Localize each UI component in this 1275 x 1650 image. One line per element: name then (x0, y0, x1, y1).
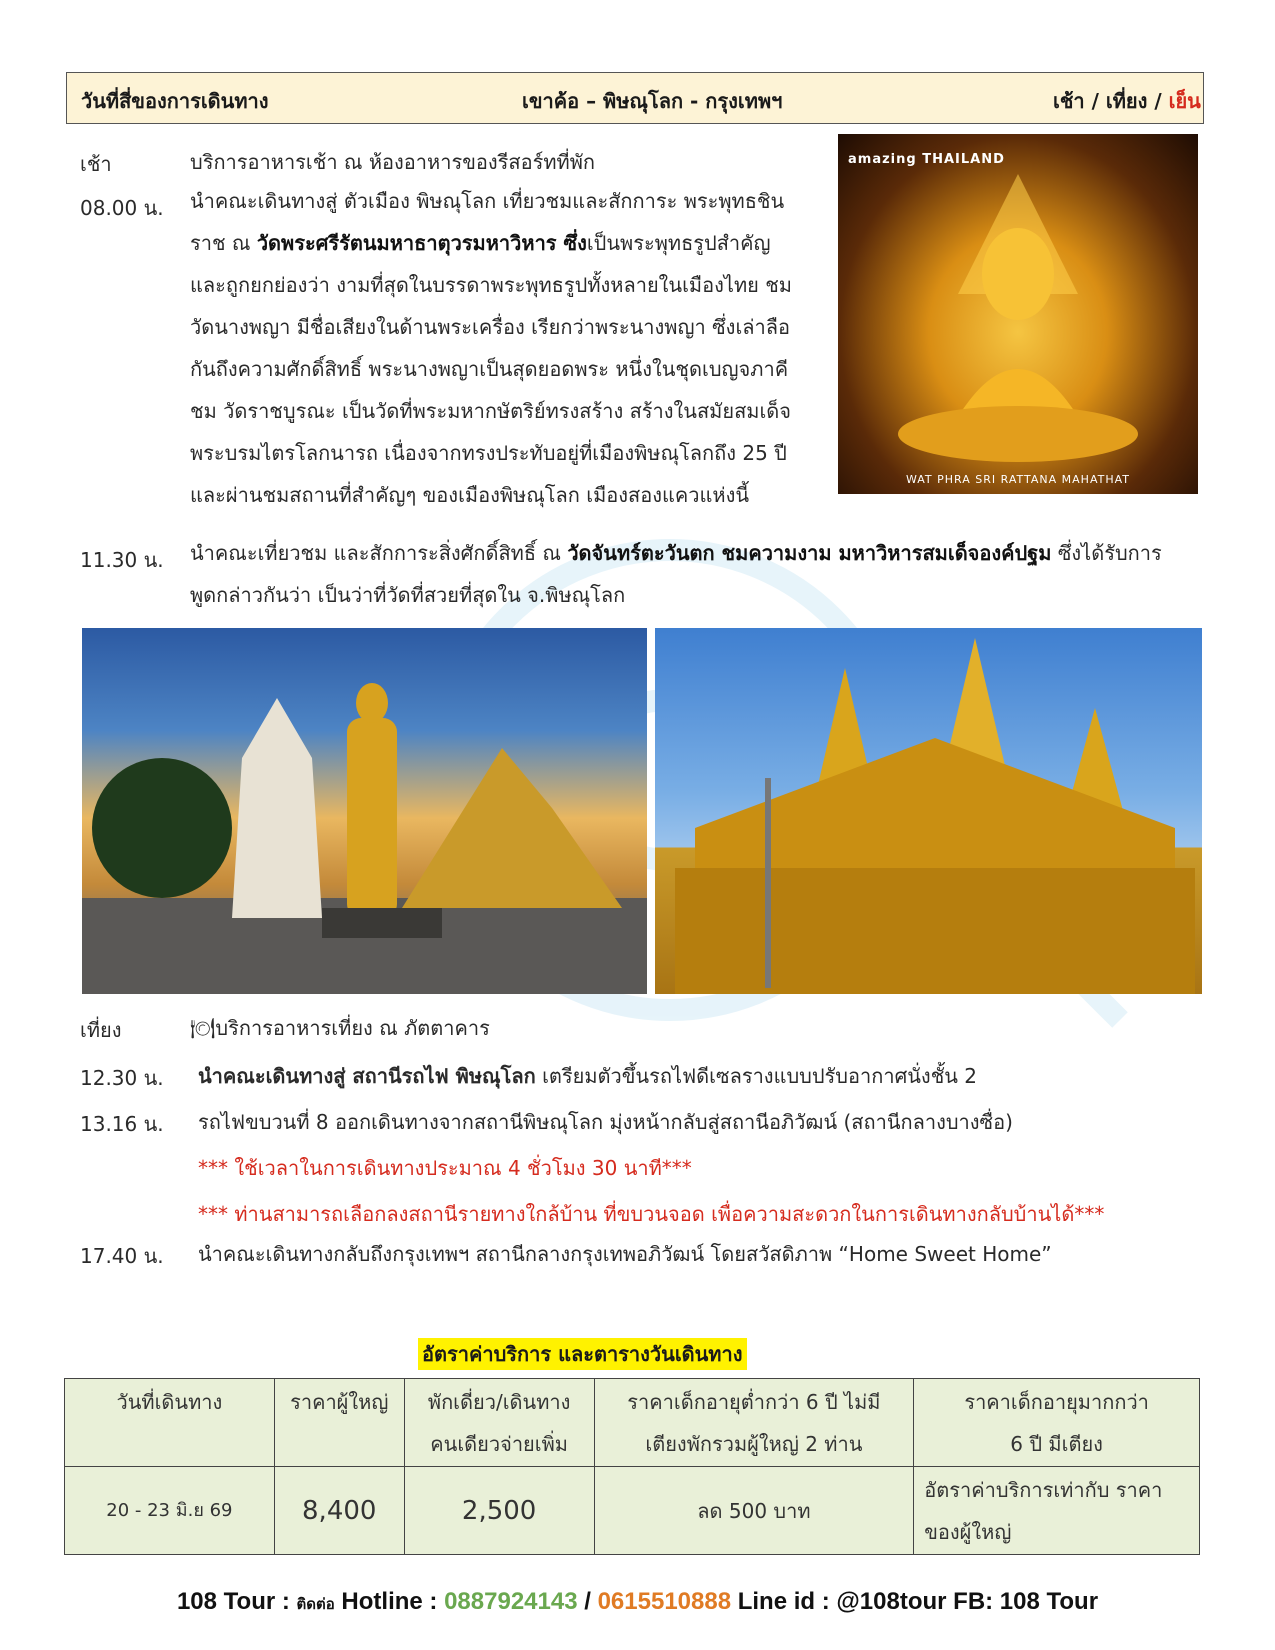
p1230-bold: นำคณะเดินทางสู่ สถานีรถไฟ พิษณุโลก (198, 1064, 536, 1088)
p1740: นำคณะเดินทางกลับถึงกรุงเทพฯ สถานีกลางกรุงเทพอภิวัฒน์ โดยสวัสดิภาพ “Home Sweet Home” (198, 1242, 1052, 1266)
footer-hotline-label: Hotline : (334, 1588, 445, 1615)
paragraph-0800 (190, 180, 820, 516)
phone-separator: / (577, 1588, 598, 1615)
temple-photo-standing-buddha (82, 628, 647, 994)
p1130-line2: พูดกล่าวกันว่า เป็นว่าที่วัดที่สวยที่สุดใน จ.พิษณุโลก (190, 583, 626, 607)
p0800-line4: วัดนางพญา มีชื่อเสียงในด้านพระเครื่อง เรียกว่าพระนางพญา ซึ่งเล่าลือ (190, 315, 791, 339)
child-no-bed-value: ลด 500 บาท (594, 1467, 914, 1555)
p0800-line8: และผ่านชมสถานที่สำคัญๆ ของเมืองพิษณุโลก เมืองสองแควแห่งนี้ (190, 483, 750, 507)
amazing-thailand-logo: amazing THAILAND (848, 152, 1005, 167)
temple-scene-2 (655, 628, 1202, 994)
morning-text: บริการอาหารเช้า ณ ห้องอาหารของรีสอร์ทที่พัก (190, 150, 595, 174)
day-header (66, 72, 1204, 124)
p0800-line1: นำคณะเดินทางสู่ ตัวเมือง พิษณุโลก เที่ยวชมและสักการะ พระพุทธชิน (190, 189, 785, 213)
alight-station-note: *** ท่านสามารถเลือกลงสถานีรายทางใกล้บ้าน ที่ขบวนจอด เพื่อความสะดวกในการเดินทางกลับบ้านได้*** (198, 1202, 1105, 1226)
time-1316: 13.16 น. (80, 1112, 164, 1136)
col5-line1: ราคาเด็กอายุมากกว่า (964, 1390, 1149, 1414)
buddha-caption: WAT PHRA SRI RATTANA MAHATHAT (905, 473, 1131, 486)
col3-line2: คนเดียวจ่ายเพิ่ม (430, 1432, 568, 1456)
buddha-photo (838, 134, 1198, 494)
col-child-no-bed (594, 1379, 914, 1467)
p1130-line1a: นำคณะเที่ยวชม และสักการะสิ่งศักดิ์สิทธิ์ ณ (190, 541, 568, 565)
price-table (64, 1378, 1200, 1555)
travel-date-value: 20 - 23 มิ.ย 69 (65, 1467, 275, 1555)
col4-line1: ราคาเด็กอายุต่ำกว่า 6 ปี ไม่มี (627, 1390, 881, 1414)
p1230 (198, 1056, 977, 1096)
footer-brand: 108 Tour : (176, 1588, 297, 1615)
lunch-text: บริการอาหารเที่ยง ณ ภัตตาคาร (215, 1016, 490, 1040)
p0800-line2 (190, 222, 820, 264)
col-single-supplement (404, 1379, 594, 1467)
col-child-with-bed (914, 1379, 1200, 1467)
temple-scene-1 (82, 628, 647, 994)
adult-price-value: 8,400 (274, 1467, 404, 1555)
child-with-bed-value (914, 1467, 1200, 1555)
hotline-phone-2[interactable]: 0615510888 (597, 1588, 732, 1615)
paragraph-1130 (190, 532, 1200, 616)
meals-dinner: เย็น (1168, 89, 1201, 113)
p0800-line6: ชม วัดราชบูรณะ เป็นวัดที่พระมหากษัตริย์ทรงสร้าง สร้างในสมัยสมเด็จ (190, 399, 792, 423)
hotline-phone-1[interactable]: 0887924143 (444, 1588, 578, 1615)
col4-line2: เตียงพักรวมผู้ใหญ่ 2 ท่าน (645, 1432, 863, 1456)
p0800-line7: พระบรมไตรโลกนารถ เนื่องจากทรงประทับอยู่ที่เมืองพิษณุโลกถึง 25 ปี (190, 441, 787, 465)
day-label: วันที่สี่ของการเดินทาง (81, 89, 269, 113)
p0800-line3: และถูกยกย่องว่า งามที่สุดในบรรดาพระพุทธรูปทั้งหลายในเมืองไทย ชม (190, 273, 792, 297)
col-travel-date: วันที่เดินทาง (65, 1379, 275, 1467)
table-row (65, 1467, 1200, 1555)
buddha-figure (838, 134, 1198, 494)
col3-line1: พักเดี่ยว/เดินทาง (427, 1390, 571, 1414)
time-0800: 08.00 น. (80, 196, 164, 220)
single-supplement-value: 2,500 (404, 1467, 594, 1555)
morning-label: เช้า (80, 152, 112, 176)
p1130-line1 (190, 532, 1200, 574)
p1230-rest: เตรียมตัวขึ้นรถไฟดีเซลรางแบบปรับอากาศนั่งชั้น 2 (535, 1064, 978, 1088)
footer-contact-word: ติดต่อ (296, 1596, 335, 1613)
price-table-header (65, 1379, 1200, 1467)
p0800-line2c: เป็นพระพุทธรูปสำคัญ (586, 231, 771, 255)
p1316: รถไฟขบวนที่ 8 ออกเดินทางจากสถานีพิษณุโลก มุ่งหน้ากลับสู่สถานีอภิวัฒน์ (สถานีกลางบางซื่อ) (198, 1110, 1013, 1134)
col5-line2: 6 ปี มีเตียง (1010, 1432, 1103, 1456)
wat-chan-name: วัดจันทร์ตะวันตก ชมความงาม มหาวิหารสมเด็จองค์ปฐม (567, 541, 1052, 565)
dining-icon: 🍽 (190, 1016, 216, 1040)
p0800-line2a: ราช ณ (190, 231, 257, 255)
lunch-row (190, 1008, 490, 1048)
child-bed-line2: ของผู้ใหญ่ (924, 1519, 1012, 1544)
footer-line-fb: Line id : @108tour FB: 108 Tour (731, 1588, 1099, 1615)
travel-time-note: *** ใช้เวลาในการเดินทางประมาณ 4 ชั่วโมง 30 นาที*** (198, 1156, 692, 1180)
temple-photo-golden-vihara (655, 628, 1202, 994)
child-bed-line1: อัตราค่าบริการเท่ากับ ราคา (924, 1477, 1163, 1502)
meals-label (1053, 85, 1201, 117)
col-adult-price: ราคาผู้ใหญ่ (274, 1379, 404, 1467)
p0800-line5: กันถึงความศักดิ์สิทธิ์ พระนางพญาเป็นสุดยอดพระ หนึ่งในชุดเบญจภาคี (190, 357, 789, 381)
contact-footer (0, 1588, 1275, 1616)
time-1740: 17.40 น. (80, 1244, 164, 1268)
time-1230: 12.30 น. (80, 1066, 164, 1090)
time-1130: 11.30 น. (80, 548, 164, 572)
route-label: เขาค้อ – พิษณุโลก - กรุงเทพฯ (522, 89, 783, 113)
p1130-line1c: ซึ่งได้รับการ (1051, 541, 1162, 565)
price-table-title: อัตราค่าบริการ และตารางวันเดินทาง (418, 1338, 747, 1370)
meals-prefix: เช้า / เที่ยง / (1053, 89, 1169, 113)
wat-phra-sri-name: วัดพระศรีรัตนมหาธาตุวรมหาวิหาร ซึ่ง (256, 231, 587, 255)
lunch-label: เที่ยง (80, 1018, 122, 1042)
